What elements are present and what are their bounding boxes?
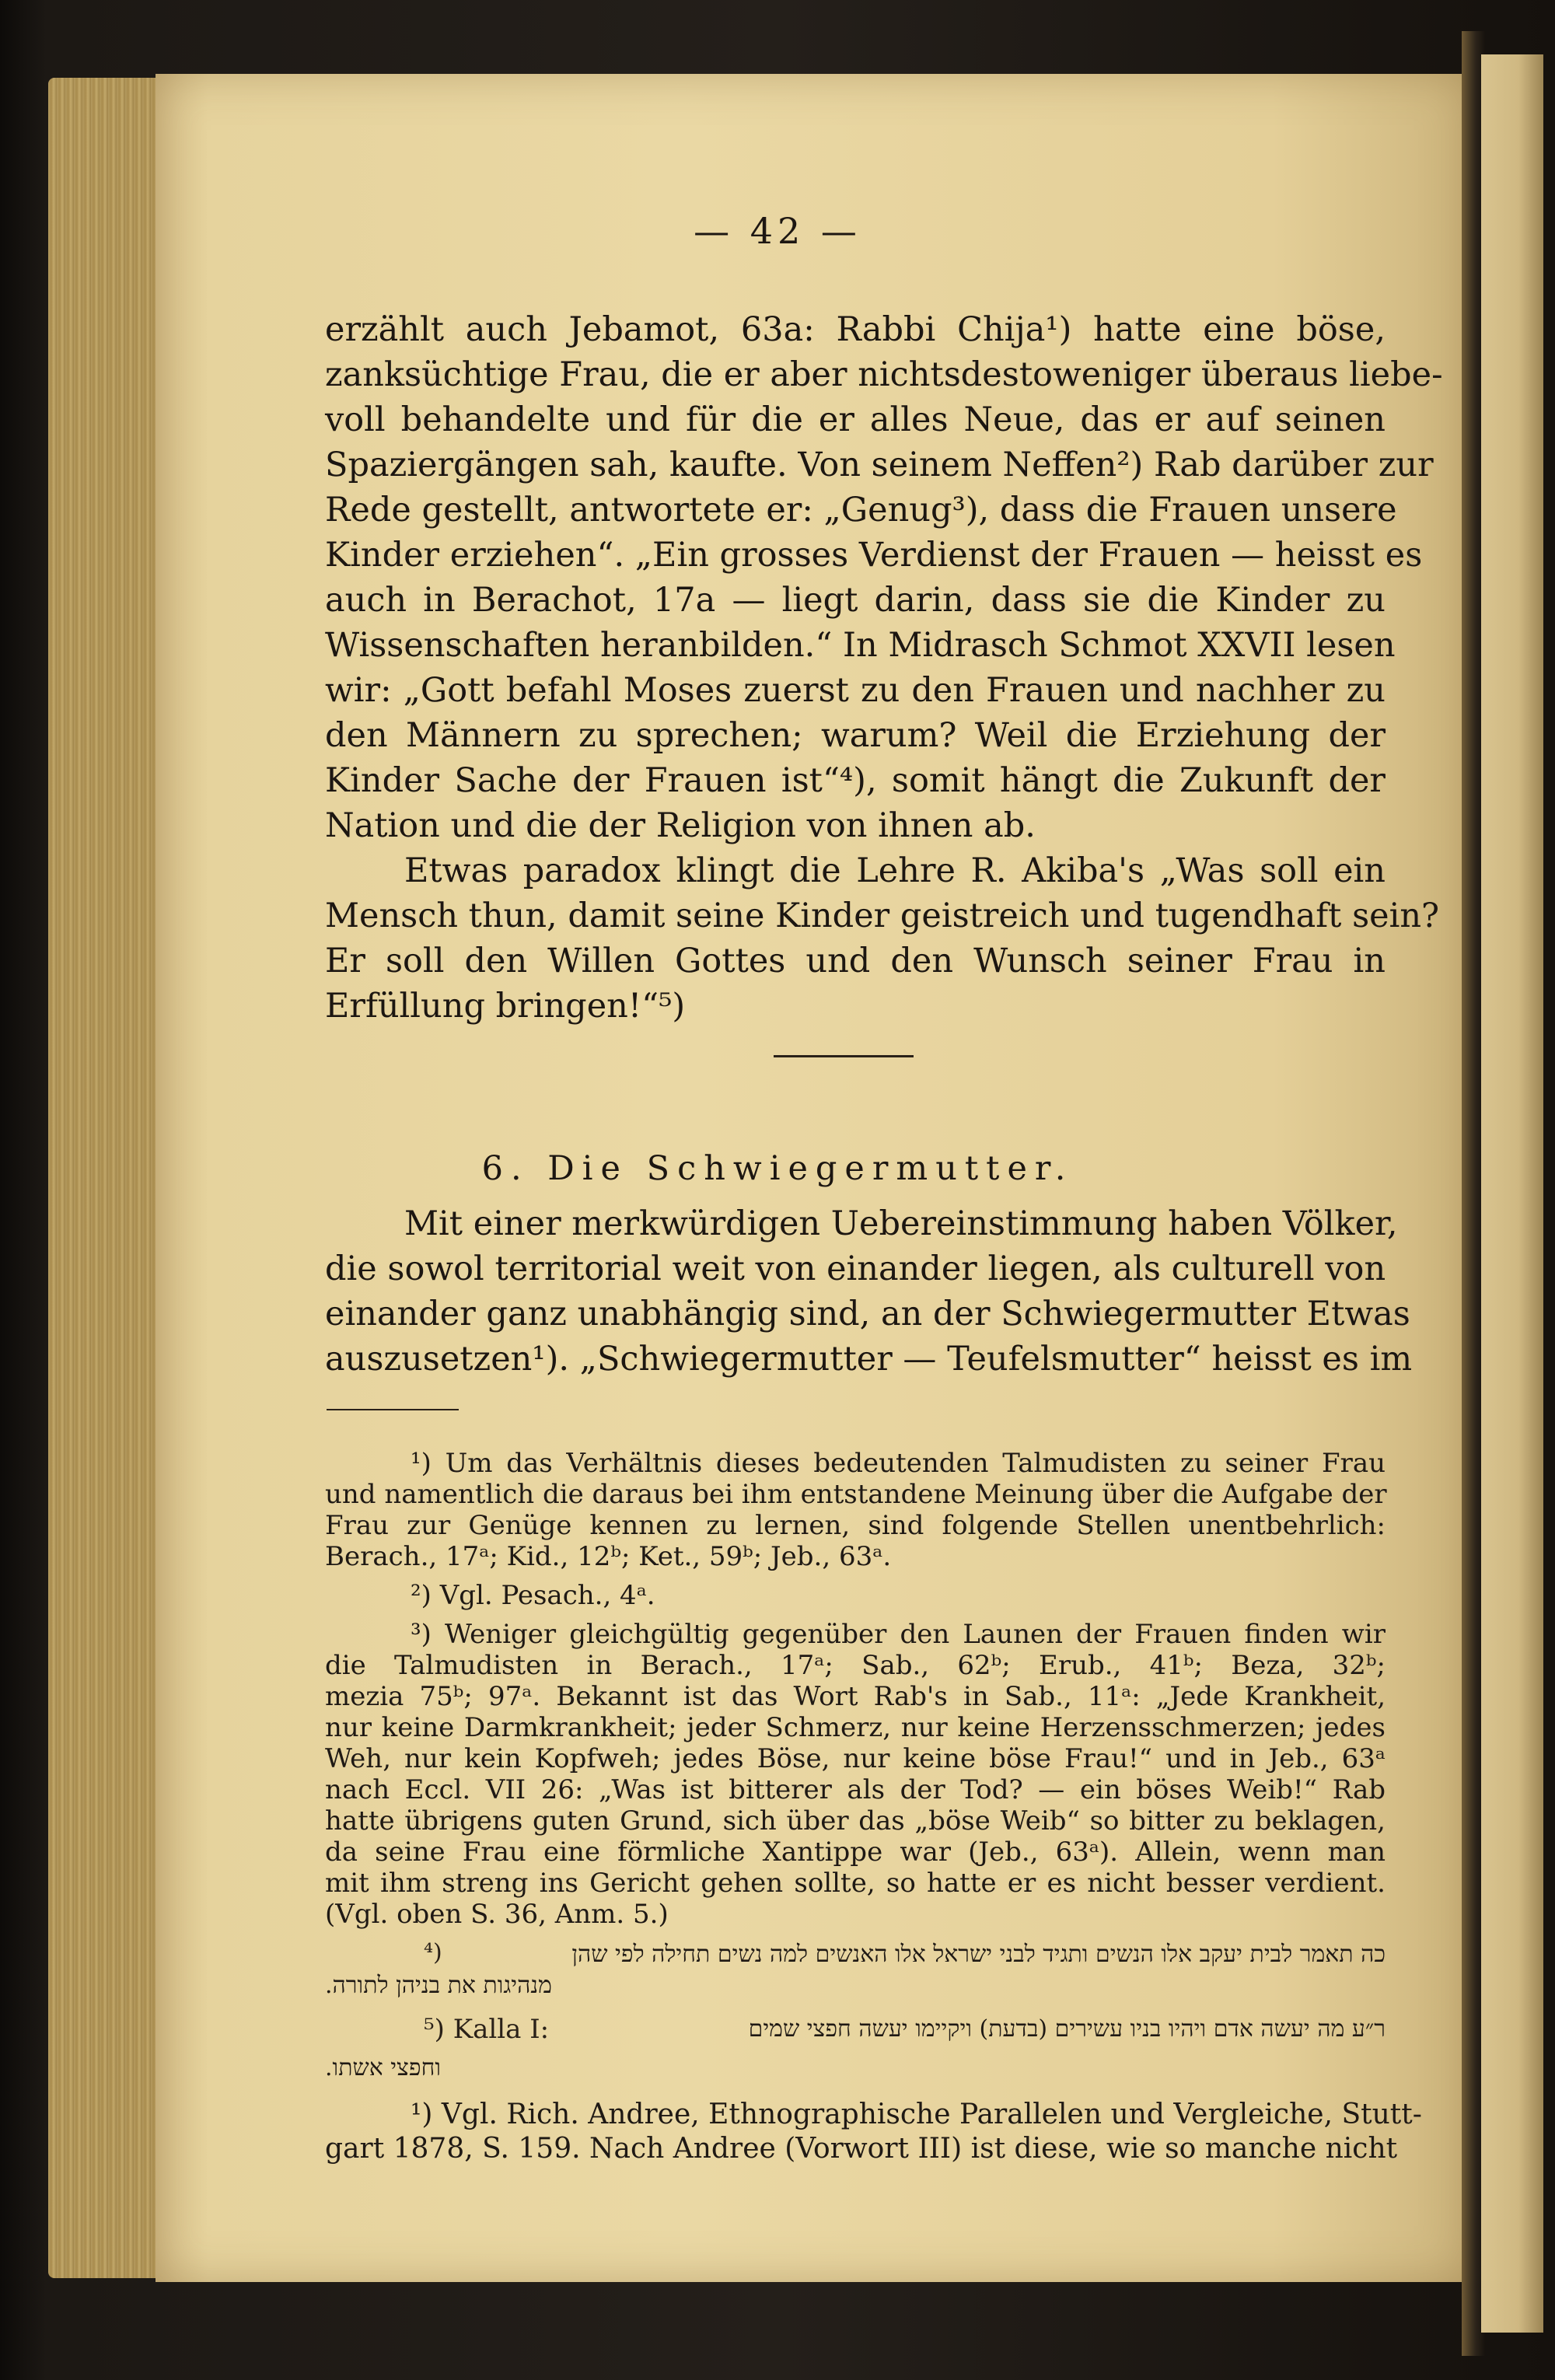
footnote-line: die Talmudisten in Berach., 17ᵃ; Sab., 62ᵇ; Erub., 41ᵇ; Beza, 32ᵇ;: [325, 1650, 1386, 1681]
footnote-line: da seine Frau eine förmliche Xantippe war (Jeb., 63ᵃ). Allein, wenn man: [325, 1837, 1386, 1868]
footnote-line: hatte übrigens guten Grund, sich über das „böse Weib“ so bitter zu beklagen,: [325, 1805, 1386, 1837]
hebrew-footnote-line: [325, 1970, 1386, 2001]
body-line: auszusetzen¹). „Schwiegermutter — Teufelsmutter“ heisst es im: [325, 1340, 1413, 1379]
hebrew-footnote-line: [325, 2053, 1386, 2084]
footnote-rule: [327, 1409, 459, 1410]
body-line: den Männern zu sprechen; warum? Weil die Erziehung der: [325, 716, 1386, 755]
body-line: Mensch thun, damit seine Kinder geistreich und tugendhaft sein?: [325, 896, 1440, 935]
footnote-line: ²) Vgl. Pesach., 4ᵃ.: [411, 1580, 655, 1611]
body-line: die sowol territorial weit von einander liegen, als culturell von: [325, 1249, 1386, 1288]
footnote-line: (Vgl. oben S. 36, Anm. 5.): [325, 1899, 669, 1930]
footnote-line: mit ihm streng ins Gericht gehen sollte, so hatte er es nicht besser verdient.: [325, 1868, 1386, 1899]
section-heading: 6. Die Schwiegermutter.: [481, 1149, 1074, 1188]
footnote-line: gart 1878, S. 159. Nach Andree (Vorwort III) ist diese, wie so manche nicht: [325, 2133, 1398, 2165]
footnote-line: nach Eccl. VII 26: „Was ist bitterer als der Tod? — ein böses Weib!“ Rab: [325, 1774, 1386, 1805]
footnote-line: nur keine Darmkrankheit; jeder Schmerz, nur keine Herzensschmerzen; jedes: [325, 1712, 1386, 1743]
body-line: erzählt auch Jebamot, 63a: Rabbi Chija¹) hatte eine böse,: [325, 310, 1386, 349]
page-number: — 42 —: [694, 210, 861, 252]
footnote-line: ³) Weniger gleichgültig gegenüber den Launen der Frauen finden wir: [411, 1619, 1386, 1650]
body-line: wir: „Gott befahl Moses zuerst zu den Frauen und nachher zu: [325, 671, 1386, 710]
body-line: Mit einer merkwürdigen Uebereinstimmung haben Völker,: [404, 1204, 1398, 1243]
body-line: Wissenschaften heranbilden.“ In Midrasch Schmot XXVII lesen: [325, 626, 1396, 665]
body-line: Erfüllung bringen!“⁵): [325, 987, 686, 1026]
footnote-marker: ⁵) Kalla I:: [424, 2014, 550, 2045]
hebrew-footnote-line: כה תאמר לבית יעקב אלו הנשים ותגיד לבני ישראל אלו האנשים למה נשים תחילה לפי שהן: [571, 1941, 1386, 1968]
body-line: Nation und die der Religion von ihnen ab.: [325, 806, 1036, 845]
footnote-line: ¹) Vgl. Rich. Andree, Ethnographische Parallelen und Vergleiche, Stutt-: [411, 2099, 1422, 2130]
section-divider: [774, 1055, 914, 1057]
hebrew-text: וחפצי אשתו.: [325, 2054, 442, 2081]
footnote-line: Berach., 17ᵃ; Kid., 12ᵇ; Ket., 59ᵇ; Jeb., 63ᵃ.: [325, 1541, 892, 1572]
facing-page-edge: [1481, 54, 1543, 2333]
body-line: voll behandelte und für die er alles Neue, das er auf seinen: [325, 400, 1386, 439]
body-line: Etwas paradox klingt die Lehre R. Akiba's „Was soll ein: [404, 851, 1386, 890]
body-line: einander ganz unabhängig sind, an der Schwiegermutter Etwas: [325, 1295, 1410, 1333]
body-line: auch in Berachot, 17a — liegt darin, dass sie die Kinder zu: [325, 581, 1386, 620]
footnote-marker: ⁴): [424, 1939, 442, 1966]
footnote-line: Frau zur Genüge kennen zu lernen, sind folgende Stellen unentbehrlich:: [325, 1510, 1386, 1541]
footnote-line: Weh, nur kein Kopfweh; jedes Böse, nur keine böse Frau!“ und in Jeb., 63ᵃ: [325, 1743, 1386, 1774]
footnote-line: ¹) Um das Verhältnis dieses bedeutenden Talmudisten zu seiner Frau: [411, 1448, 1386, 1479]
body-line: Kinder erziehen“. „Ein grosses Verdienst der Frauen — heisst es: [325, 536, 1423, 575]
footnote-line: mezia 75ᵇ; 97ᵃ. Bekannt ist das Wort Rab's in Sab., 11ᵃ: „Jede Krankheit,: [325, 1681, 1386, 1712]
body-line: Er soll den Willen Gottes und den Wunsch seiner Frau in: [325, 942, 1386, 980]
body-line: Rede gestellt, antwortete er: „Genug³), dass die Frauen unsere: [325, 491, 1397, 529]
body-line: Spaziergängen sah, kaufte. Von seinem Neffen²) Rab darüber zur: [325, 446, 1434, 484]
body-line: Kinder Sache der Frauen ist“⁴), somit hängt die Zukunft der: [325, 761, 1386, 800]
body-line: zanksüchtige Frau, die er aber nichtsdestoweniger überaus liebe-: [325, 355, 1443, 394]
hebrew-text: מנהיגות את בניהן לתורה.: [325, 1972, 552, 1999]
hebrew-footnote-line: ר״ע מה יעשה אדם ויהיו בניו עשירים (בדעת) ויקיימו יעשה חפצי שמים: [748, 2015, 1386, 2043]
footnote-line: und namentlich die daraus bei ihm entstandene Meinung über die Aufgabe der: [325, 1479, 1387, 1510]
